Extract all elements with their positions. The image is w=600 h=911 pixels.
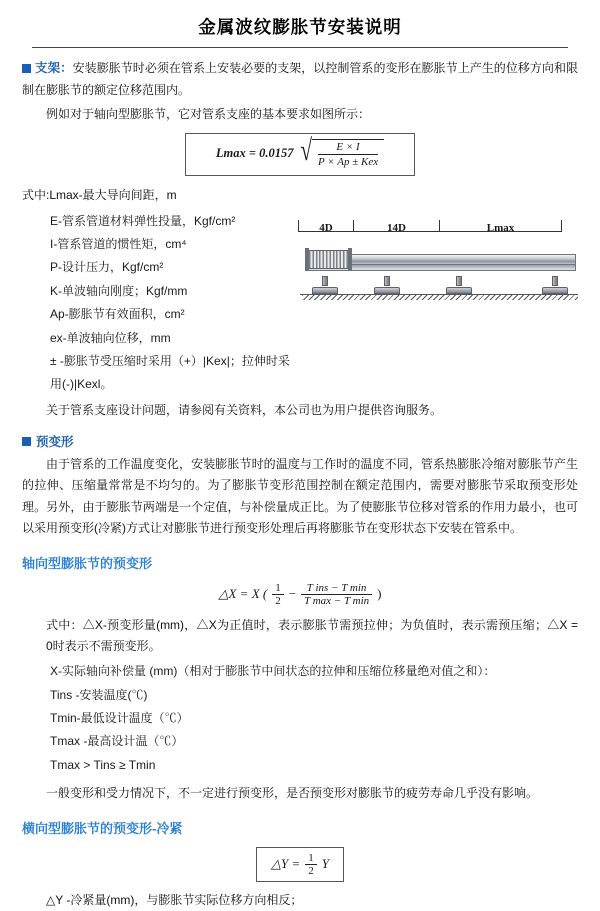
bellows-flange-right (348, 248, 352, 271)
support-post (456, 276, 462, 286)
axial-formula-half: 1 2 (272, 582, 284, 607)
lmax-formula-denominator: P × Ap ± Kex (317, 156, 379, 169)
lateral-subsection-heading: 横向型膨胀节的预变形-冷紧 (22, 820, 183, 836)
dimension-14d: 14D (354, 220, 440, 232)
legend-column (22, 182, 294, 396)
page-title: 金属波纹膨胀节安装说明 (198, 17, 402, 37)
dimension-row (298, 210, 578, 235)
lmax-formula-numerator: E × I (318, 141, 378, 155)
diagram-canvas (298, 210, 578, 306)
lateral-formula (22, 847, 578, 882)
support-post (322, 276, 328, 286)
dimension-4d: 4D (298, 220, 354, 232)
bellows-element (308, 250, 350, 269)
list-item: I-管系管道的惯性矩，cm⁴ (50, 236, 187, 251)
list-item: Tmax -最高设计温（℃） (50, 734, 184, 749)
lmax-formula (185, 133, 415, 176)
list-item: K-单波轴向刚度；Kgf/mm (50, 283, 188, 298)
axial-note: 式中：△X-预变形量(mm)，△X为正值时，表示膨胀节需预拉伸；为负值时，表示需预压缩；△X = 0时表示不需预变形。 (46, 617, 578, 653)
dimension-lmax: Lmax (440, 220, 562, 232)
predeform-heading-label: 预变形 (36, 435, 74, 450)
list-item: E-管系管道材料弹性投量，Kgf/cm² (50, 213, 236, 228)
list-item: X-实际轴向补偿量 (mm)（相对于膨胀节中间状态的拉伸和压缩位移量绝对值之和）： (50, 664, 496, 679)
axial-formula-minus: − (288, 586, 297, 602)
predeform-paragraph-1: 由于管系的工作温度变化，安装膨胀节时的温度与工作时的温度不同，管系热膨胀冷缩对膨胀节产生的拉伸、压缩量常常是不均匀的。为了膨胀节变形范围控制在额定范围内，需要对膨胀节采取预变形处理。另外，由于膨胀节两端是一个定值，与补偿量成正比。为了使膨胀节位移对管系的作用力最小，也可以采用预变形(冷紧)方式让对膨胀节进行预变形处理后再将膨胀节在变形状态下安装在管系中。 (22, 457, 578, 536)
title-divider (32, 47, 568, 48)
axial-subsection-heading: 轴向型膨胀节的预变形 (22, 555, 153, 571)
predeform-section-heading (22, 432, 578, 450)
support-base (446, 287, 472, 294)
axial-closing: 一般变形和受力情况下，不一定进行预变形，是否预变形对膨胀节的疲劳寿命几乎没有影响。 (46, 786, 539, 801)
support-base (542, 287, 568, 294)
axial-formula-temp-ratio: T ins − T min T max − T min (301, 582, 372, 607)
axial-legend-list (22, 660, 578, 777)
list-item: Tmin-最低设计温度（℃） (50, 711, 189, 726)
ground-hatching (302, 295, 578, 300)
support-post (384, 276, 390, 286)
pipe-support-diagram (298, 182, 578, 306)
support-anchor-1 (312, 276, 338, 294)
list-item: Tins -安装温度(℃) (50, 687, 148, 702)
blue-square-icon (22, 437, 31, 446)
support-anchor-3 (446, 276, 472, 294)
support-paragraph-1: 安装膨胀节时必须在管系上安装必要的支架，以控制管系的变形在膨胀节上产生的位移方向和限制在膨胀节的额定位移范围内。 (22, 61, 578, 97)
lmax-formula-lhs: Lmax = 0.0157 (215, 146, 294, 161)
lateral-formula-half: $\frac{1}{2}$ (305, 852, 317, 877)
axial-formula-lhs: △X = X ( (218, 586, 268, 602)
legend-intro: 式中:Lmax-最大导向间距，m (22, 188, 177, 203)
axial-formula (22, 582, 578, 607)
support-section-heading-paragraph (22, 58, 578, 101)
support-section-heading: 支架： (35, 61, 73, 75)
support-base (312, 287, 338, 294)
lateral-formula-lhs: △Y = (271, 856, 301, 872)
support-anchor-4 (542, 276, 568, 294)
list-item: Tmax > Tins ≥ Tmin (50, 757, 156, 772)
list-item: ± -膨胀节受压缩时采用（+）|Kex|；拉伸时采用(-)|Kexl。 (50, 353, 290, 392)
support-paragraph-2: 例如对于轴向型膨胀节，它对管系支座的基本要求如图所示： (46, 106, 371, 121)
list-item: ex-单波轴向位移，mm (50, 330, 171, 345)
support-base (374, 287, 400, 294)
lateral-note: △Y -冷紧量(mm)，与膨胀节实际位移方向相反； (46, 892, 303, 907)
support-anchor-2 (374, 276, 400, 294)
spec-and-drawing-row (22, 182, 578, 396)
blue-square-icon (22, 64, 31, 73)
bellows-flange-left (305, 248, 309, 271)
support-post (552, 276, 558, 286)
lateral-formula-rhs: Y (321, 856, 329, 872)
list-item: Ap-膨胀节有效面积，cm² (50, 307, 185, 322)
square-root-icon: √ $\frac{E \times I}{\text{P × Ap ± Kex}}$ (298, 139, 385, 168)
legend-list (22, 210, 294, 397)
support-closing: 关于管系支座设计问题，请参阅有关资料，本公司也为用户提供咨询服务。 (46, 402, 443, 417)
axial-formula-rhs: ) (377, 586, 382, 602)
pipe-assembly (298, 238, 578, 300)
list-item: P-设计压力，Kgf/cm² (50, 260, 164, 275)
